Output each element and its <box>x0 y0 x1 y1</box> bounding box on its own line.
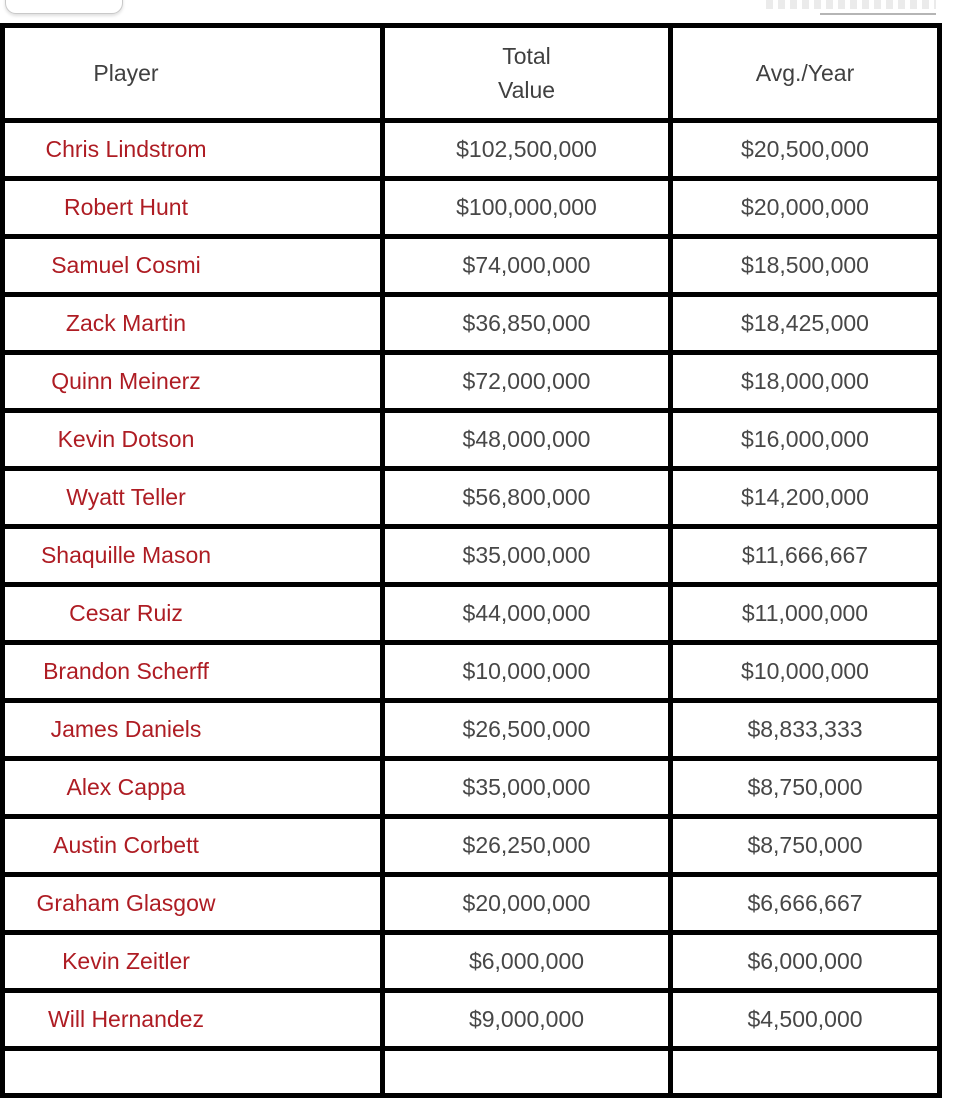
table-row <box>3 353 940 411</box>
player-cell <box>3 237 383 295</box>
total-value-cell-empty <box>383 1049 671 1096</box>
avg-year-cell: $4,500,000 <box>671 991 940 1049</box>
avg-year-cell: $20,000,000 <box>671 179 940 237</box>
player-link[interactable]: Shaquille Mason <box>40 542 212 568</box>
clipped-button[interactable] <box>5 0 123 14</box>
total-value-cell: $9,000,000 <box>383 991 671 1049</box>
player-cell <box>3 643 383 701</box>
contracts-table <box>0 23 942 1098</box>
player-cell <box>3 817 383 875</box>
table-row <box>3 933 940 991</box>
avg-year-cell: $6,666,667 <box>671 875 940 933</box>
player-link[interactable]: Kevin Zeitler <box>62 948 190 974</box>
player-link[interactable]: Chris Lindstrom <box>45 136 207 162</box>
table-row <box>3 991 940 1049</box>
column-header-player: Player <box>3 26 383 121</box>
table-row <box>3 411 940 469</box>
player-cell <box>3 179 383 237</box>
avg-year-cell: $11,666,667 <box>671 527 940 585</box>
player-cell <box>3 295 383 353</box>
player-link[interactable]: Samuel Cosmi <box>51 252 201 278</box>
table-row <box>3 295 940 353</box>
table-row <box>3 817 940 875</box>
table-row <box>3 759 940 817</box>
total-value-cell: $44,000,000 <box>383 585 671 643</box>
avg-year-cell: $6,000,000 <box>671 933 940 991</box>
avg-year-cell: $8,833,333 <box>671 701 940 759</box>
player-link[interactable]: Zack Martin <box>65 310 187 336</box>
avg-year-cell: $16,000,000 <box>671 411 940 469</box>
total-value-cell: $72,000,000 <box>383 353 671 411</box>
player-cell <box>3 991 383 1049</box>
table-row <box>3 585 940 643</box>
total-value-cell: $100,000,000 <box>383 179 671 237</box>
player-cell <box>3 469 383 527</box>
player-link[interactable]: Austin Corbett <box>53 832 199 858</box>
avg-year-cell: $20,500,000 <box>671 121 940 179</box>
total-value-cell: $26,250,000 <box>383 817 671 875</box>
total-value-cell: $35,000,000 <box>383 759 671 817</box>
column-header-avg-year: Avg./Year <box>671 26 940 121</box>
total-value-cell: $36,850,000 <box>383 295 671 353</box>
avg-year-cell: $10,000,000 <box>671 643 940 701</box>
player-link[interactable]: Robert Hunt <box>63 194 188 220</box>
total-value-cell: $48,000,000 <box>383 411 671 469</box>
player-link[interactable]: Will Hernandez <box>48 1006 204 1032</box>
column-header-total-value-label: Total Value <box>497 43 556 103</box>
clipped-underline <box>820 13 936 15</box>
clipped-text-fragment <box>766 0 936 15</box>
avg-year-cell: $8,750,000 <box>671 817 940 875</box>
table-body <box>3 121 940 1096</box>
table-row <box>3 237 940 295</box>
player-cell <box>3 585 383 643</box>
player-cell <box>3 759 383 817</box>
table-row-partial <box>3 1049 940 1096</box>
player-cell <box>3 121 383 179</box>
total-value-cell: $35,000,000 <box>383 527 671 585</box>
player-link[interactable]: Quinn Meinerz <box>51 368 201 394</box>
total-value-cell: $20,000,000 <box>383 875 671 933</box>
avg-year-cell: $14,200,000 <box>671 469 940 527</box>
player-cell <box>3 933 383 991</box>
clipped-glyphs <box>766 0 936 9</box>
player-link[interactable]: Cesar Ruiz <box>69 600 183 626</box>
column-header-total-value <box>383 26 671 121</box>
player-link[interactable]: Brandon Scherff <box>43 658 209 684</box>
total-value-cell: $102,500,000 <box>383 121 671 179</box>
top-strip <box>0 0 959 23</box>
player-link[interactable]: Wyatt Teller <box>66 484 186 510</box>
avg-year-cell: $8,750,000 <box>671 759 940 817</box>
table-row <box>3 643 940 701</box>
player-link[interactable]: Kevin Dotson <box>57 426 195 452</box>
player-cell <box>3 875 383 933</box>
avg-year-cell-empty <box>671 1049 940 1096</box>
table-row <box>3 469 940 527</box>
player-cell <box>3 701 383 759</box>
avg-year-cell: $18,000,000 <box>671 353 940 411</box>
table-row <box>3 527 940 585</box>
total-value-cell: $74,000,000 <box>383 237 671 295</box>
total-value-cell: $56,800,000 <box>383 469 671 527</box>
player-cell-empty <box>3 1049 383 1096</box>
header-row <box>3 26 940 121</box>
total-value-cell: $6,000,000 <box>383 933 671 991</box>
avg-year-cell: $11,000,000 <box>671 585 940 643</box>
avg-year-cell: $18,425,000 <box>671 295 940 353</box>
player-cell <box>3 527 383 585</box>
total-value-cell: $26,500,000 <box>383 701 671 759</box>
player-cell <box>3 411 383 469</box>
table-row <box>3 179 940 237</box>
player-cell <box>3 353 383 411</box>
player-link[interactable]: Graham Glasgow <box>36 890 216 916</box>
total-value-cell: $10,000,000 <box>383 643 671 701</box>
player-link[interactable]: Alex Cappa <box>66 774 186 800</box>
table-row <box>3 875 940 933</box>
player-link[interactable]: James Daniels <box>50 716 202 742</box>
table-row <box>3 701 940 759</box>
table-row <box>3 121 940 179</box>
avg-year-cell: $18,500,000 <box>671 237 940 295</box>
